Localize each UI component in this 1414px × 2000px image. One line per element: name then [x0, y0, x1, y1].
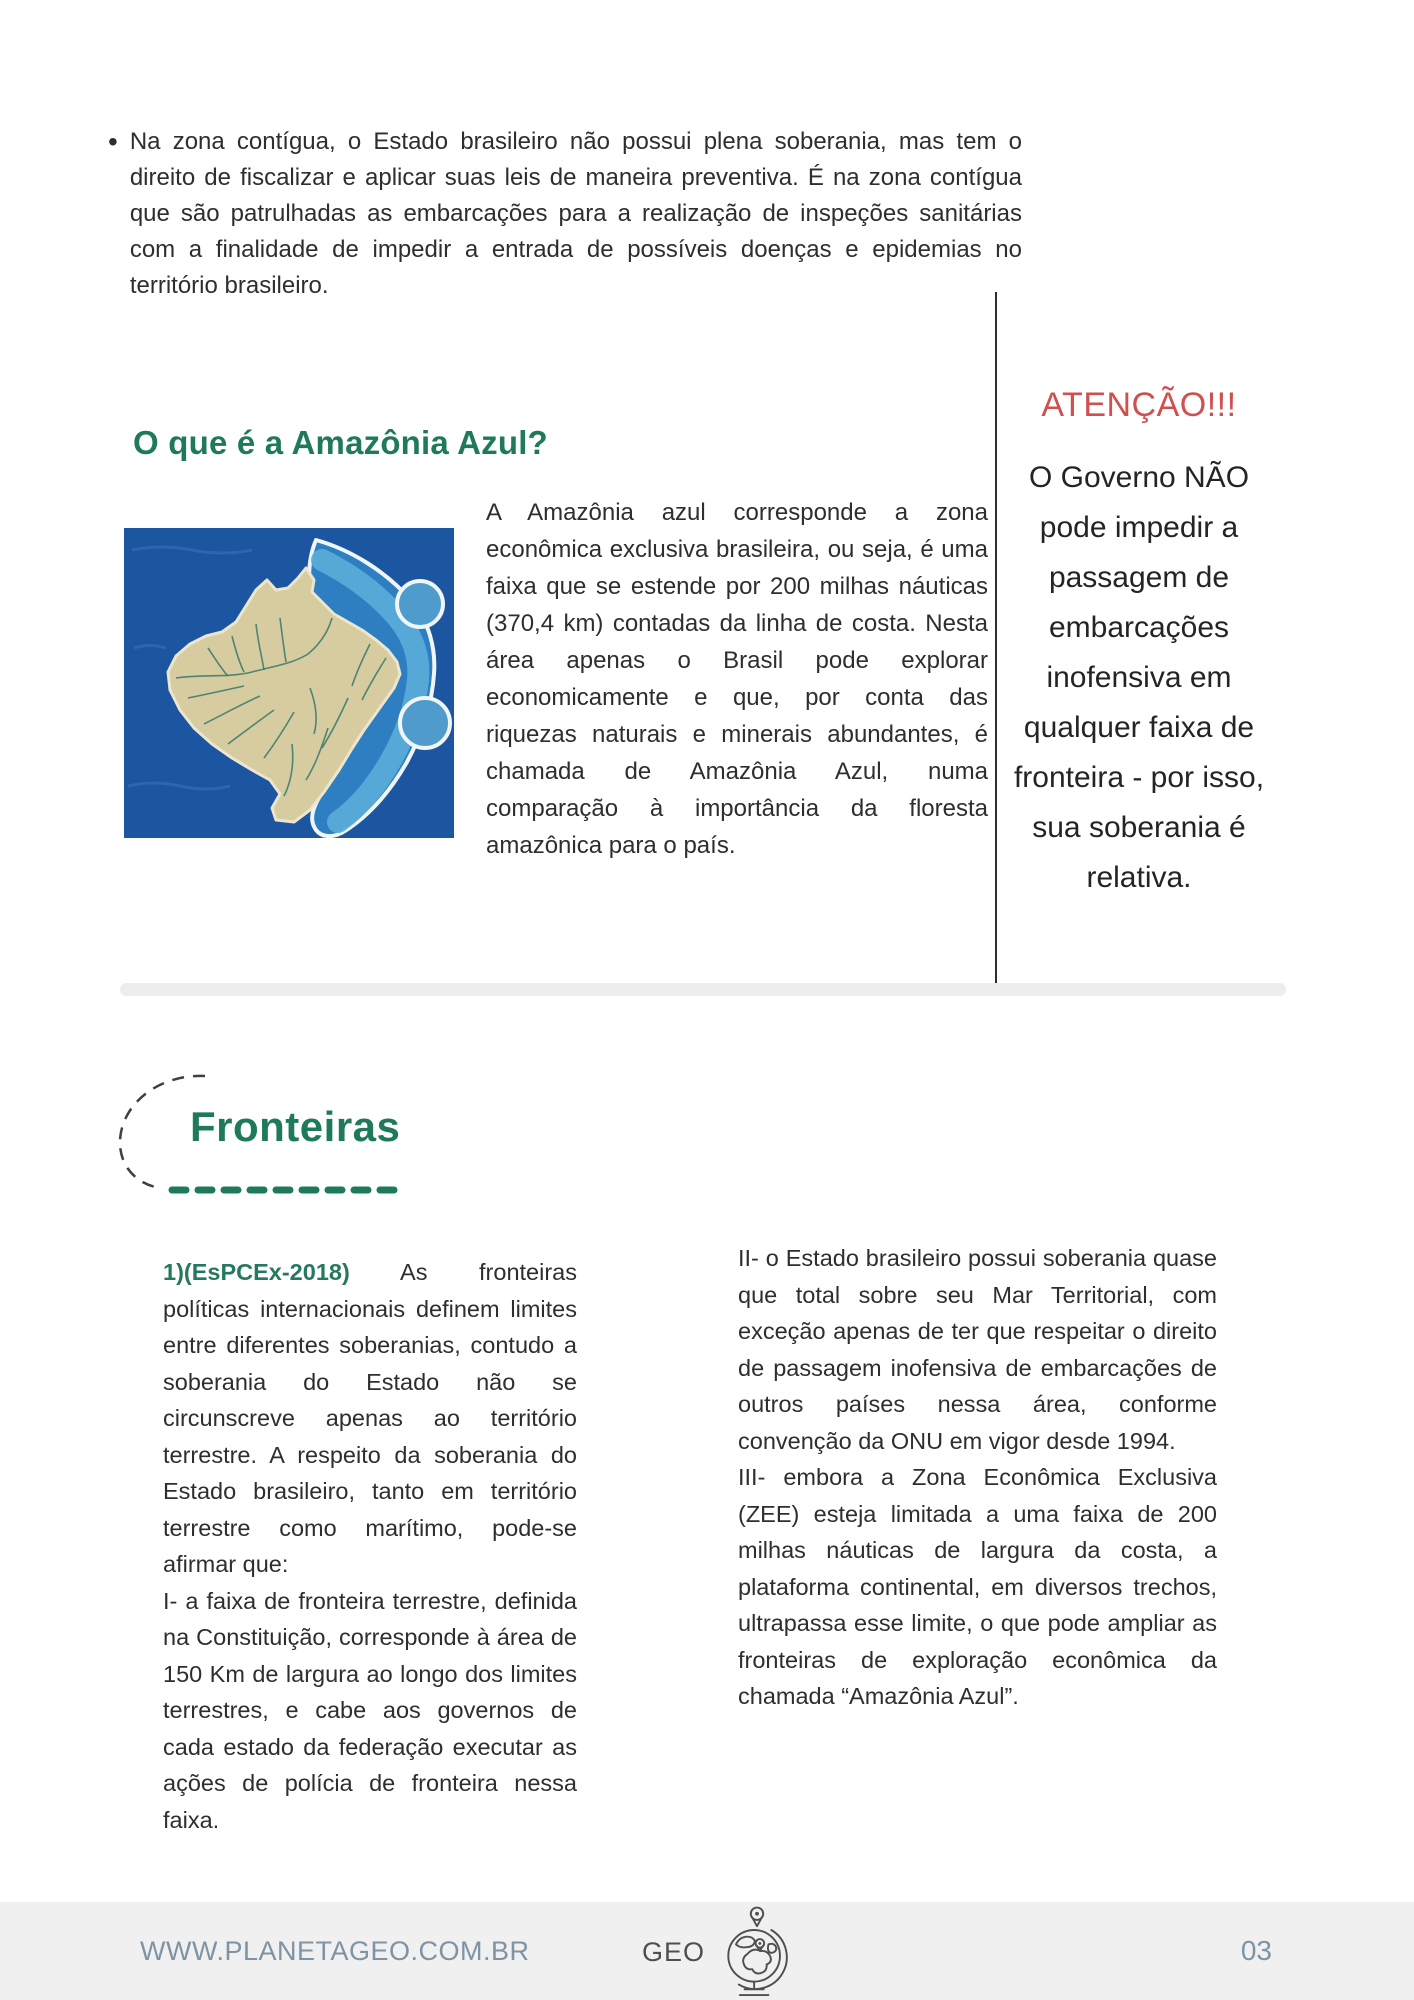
logo-text: GEO: [642, 1936, 706, 1967]
eez-island-zone: [397, 581, 443, 627]
intro-bullet-paragraph: [108, 124, 1022, 304]
question-intro-text: As fronteiras políticas internacionais definem limites entre diferentes soberanias, contudo a soberania do Estado não se circunscreve apenas ao território terrestre. A respeito da soberania do Estado brasileiro, tanto em território terrestre como marítimo, pode-se afirmar que:: [163, 1259, 577, 1577]
globe-logo-icon: [713, 1904, 801, 2000]
question-column-right: [738, 1240, 1217, 1715]
intro-bullet-text: Na zona contígua, o Estado brasileiro não possui plena soberania, mas tem o direito de fiscalizar e aplicar suas leis de maneira preventiva. É na zona contígua que são patrulhadas as embarcações para a realização de inspeções sanitárias com a finalidade de impedir a entrada de possíveis doenças e epidemias no território brasileiro.: [129, 128, 1022, 299]
section-divider: [120, 983, 1286, 996]
attention-body: O Governo NÃO pode impedir a passagem de embarcações inofensiva em qualquer faixa de fronteira - por isso, sua soberania é relativa.: [1013, 461, 1265, 894]
section-heading-fronteiras: Fronteiras: [190, 1103, 401, 1150]
callout-separator-line: [995, 292, 997, 988]
question-intro-paragraph: [163, 1254, 577, 1583]
page-number: 03: [1240, 1935, 1272, 1966]
section-heading-amazonia-azul: O que é a Amazônia Azul?: [133, 424, 548, 461]
bullet-marker: •: [108, 126, 118, 157]
footer-logo: [642, 1904, 801, 2000]
page-footer: [0, 1902, 1414, 2000]
question-column-left: [163, 1254, 577, 1838]
attention-callout: [1001, 386, 1277, 903]
attention-title: ATENÇÃO!!!: [1041, 386, 1237, 424]
question-item-2: II- o Estado brasileiro possui soberania quase que total sobre seu Mar Territorial, com exceção apenas de ter que respeitar o direito de passagem inofensiva de embarcações de outros países nessa área, conforme convenção da ONU em vigor desde 1994.: [738, 1245, 1217, 1454]
footer-website-url: WWW.PLANETAGEO.COM.BR: [140, 1936, 530, 1966]
eez-island-zone: [400, 698, 450, 748]
question-source-tag: 1)(EsPCEx-2018): [163, 1259, 350, 1285]
brazil-eez-map-illustration: [124, 528, 454, 838]
amazonia-paragraph: A Amazônia azul corresponde a zona econômica exclusiva brasileira, ou seja, é uma faixa que se estende por 200 milhas náuticas (370,4 km) contadas da linha de costa. Nesta área apenas o Brasil pode explorar economicamente e que, por conta das riquezas naturais e minerais abundantes, é chamada de Amazônia Azul, numa comparação à importância da floresta amazônica para o país.: [486, 499, 988, 859]
question-item-1: I- a faixa de fronteira terrestre, definida na Constituição, corresponde à área de 150 Km de largura ao longo dos limites terrestres, e cabe aos governos de cada estado da federação executar as ações de polícia de fronteira nessa faixa.: [163, 1587, 577, 1833]
question-item-3: III- embora a Zona Econômica Exclusiva (ZEE) esteja limitada a uma faixa de 200 milhas náuticas de largura da costa, a plataforma continental, em diversos trechos, ultrapassa esse limite, o que pode ampliar as fronteiras de exploração econômica da chamada “Amazônia Azul”.: [738, 1464, 1217, 1709]
